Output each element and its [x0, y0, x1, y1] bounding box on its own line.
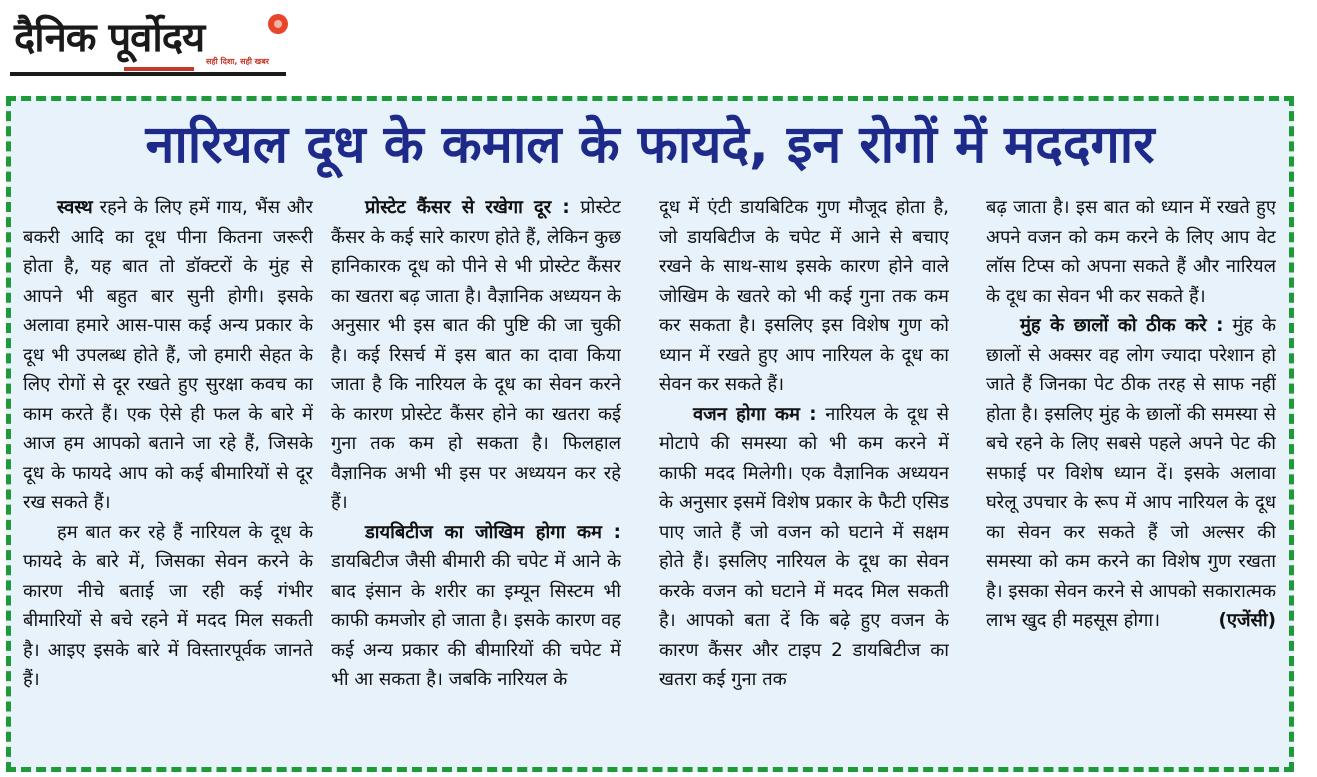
subheading: डायबिटीज का जोखिम होगा कम : [365, 521, 621, 543]
subheading: प्रोस्टेट कैंसर से रखेगा दूर : [365, 197, 570, 218]
paragraph [23, 193, 313, 518]
lead-word: स्वस्थ [57, 197, 93, 218]
article-column-3 [659, 193, 949, 763]
masthead [10, 6, 286, 74]
paragraph-text: रहने के लिए हमें गाय, भैंस और बकरी आदि का दूध पीना कितना जरूरी होता है, यह बात तो डॉक्टरों के मुंह से आपने भी बहुत बार सुनी होगी। इसके अलावा हमारे आस-पास कई अन्य प्रकार के दूध भी उपलब्ध होते हैं, जो हमारी सेहत के लिए रोगों से दूर रखते हुए सुरक्षा कवच का काम करते हैं। एक ऐसे ही फल के बारे में आज हम आपको बताने जा रहे हैं, जिसके दूध के फायदे आप को कई बीमारियों से दूर रख सकते हैं। [23, 197, 313, 513]
paragraph-text: मुंह के छालों से अक्सर वह लोग ज्यादा परेशान हो जाते हैं जिनका पेट ठीक तरह से साफ नहीं होता है। इसलिए मुंह के छालों की समस्या से बचे रहने के लिए सबसे पहले अपने पेट की सफाई पर विशेष ध्यान दें। इसके अलावा घरेलू उपचार के रूप में आप नारियल के दूध का सेवन कर सकते हैं जो अल्सर की समस्या को कम करने का विशेष गुण रखता है। इसका सेवन करने से आपको सकारात्मक लाभ खुद ही महसूस होगा। [986, 315, 1276, 631]
subheading: वजन होगा कम : [693, 403, 817, 425]
paragraph-text: डायबिटीज जैसी बीमारी की चपेट में आने के बाद इंसान के शरीर का इम्यून सिस्टम भी काफी कमजोर हो जाता है। इसके कारण वह कई अन्य प्रकार की बीमारियों की चपेट में भी आ सकता है। जबकि नारियल के [331, 551, 621, 690]
logo-underline [10, 72, 286, 76]
paragraph-text: नारियल के दूध से मोटापे की समस्या को भी कम करने में काफी मदद मिलेगी। एक वैज्ञानिक अध्ययन के अनुसार इसमें विशेष प्रकार के फैटी एसिड पाए जाते हैं जो वजन को घटाने में सक्षम होते हैं। इसलिए नारियल के दूध का सेवन करके वजन को घटाने में मदद मिल सकती है। आपको बता दें कि बढ़े हुए वजन के कारण कैंसर और टाइप 2 डायबिटीज का खतरा कई गुना तक [659, 403, 949, 690]
newspaper-logo: दैनिक पूर्वोदय [14, 15, 205, 61]
article-headline: नारियल दूध के कमाल के फायदे, इन रोगों में मददगार [145, 115, 1155, 175]
subheading: मुंह के छालों को ठीक करे : [1020, 315, 1224, 336]
article-column-4 [986, 193, 1276, 763]
paragraph: बढ़ जाता है। इस बात को ध्यान में रखते हुए अपने वजन को कम करने के लिए आप वेट लॉस टिप्स को अपना सकते हैं और नारियल के दूध का सेवन भी कर सकते हैं। [986, 197, 1276, 307]
article-column-1 [23, 193, 313, 763]
logo-accent-strip [124, 67, 194, 71]
paragraph [331, 193, 621, 518]
paragraph: हम बात कर रहे हैं नारियल के दूध के फायदे के बारे में, जिसका सेवन करने के कारण नीचे बताई जा रही कई गंभीर बीमारियों से बचे रहने में मदद मिल सकती है। आइए इसके बारे में विस्तारपूर्वक जानते हैं। [23, 521, 313, 690]
article-frame [6, 96, 1294, 772]
logo-sun-icon [268, 14, 288, 34]
article-column-2 [331, 193, 621, 763]
paragraph [331, 518, 621, 695]
paragraph [986, 311, 1276, 636]
newspaper-tagline: सही दिशा, सही खबर [206, 57, 270, 66]
agency-credit: (एजेंसी) [1218, 610, 1276, 631]
paragraph [659, 400, 949, 695]
paragraph: दूध में एंटी डायबिटिक गुण मौजूद होता है, जो डायबिटीज के चपेट में आने से बचाए रखने के साथ-साथ इसके कारण होने वाले जोखिम के खतरे को भी कई गुना तक कम कर सकता है। इसलिए इस विशेष गुण को ध्यान में रखते हुए आप नारियल के दूध का सेवन कर सकते हैं। [659, 197, 949, 395]
paragraph-text: प्रोस्टेट कैंसर के कई सारे कारण होते हैं, लेकिन कुछ हानिकारक दूध को पीने से भी प्रोस्टेट कैंसर का खतरा बढ़ जाता है। वैज्ञानिक अध्ययन के अनुसार भी इस बात की पुष्टि की जा चुकी है। कई रिसर्च में इस बात का दावा किया जाता है कि नारियल के दूध का सेवन करने के कारण प्रोस्टेट कैंसर होने का खतरा कई गुना तक कम हो सकता है। फिलहाल वैज्ञानिक अभी भी इस पर अध्ययन कर रहे हैं। [331, 197, 621, 513]
